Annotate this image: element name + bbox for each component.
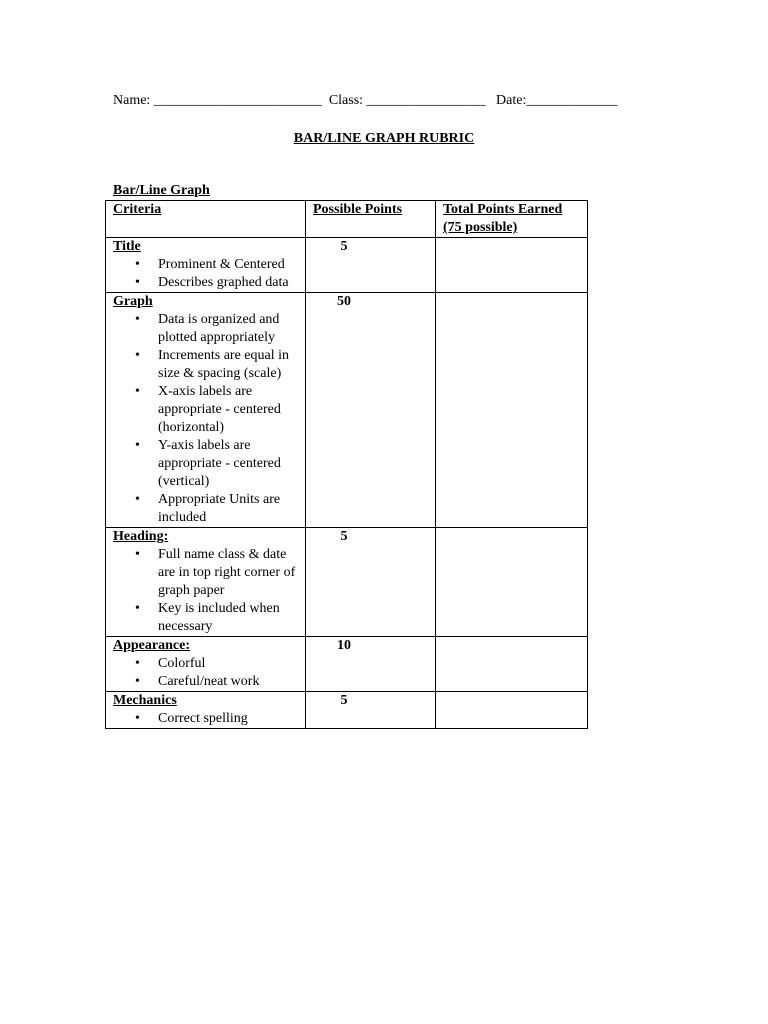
criteria-cell (106, 528, 306, 637)
table-caption: Bar/Line Graph (113, 183, 210, 198)
criteria-list (113, 256, 305, 292)
points-earned-cell[interactable] (436, 238, 588, 293)
criteria-title: Heading: (113, 529, 169, 544)
criteria-title: Appearance: (113, 638, 190, 653)
points-earned-cell[interactable] (436, 293, 588, 528)
points-earned-cell[interactable] (436, 528, 588, 637)
table-row (106, 238, 588, 293)
table-header-row (106, 201, 588, 238)
criteria-list (113, 655, 305, 691)
table-row (106, 528, 588, 637)
table-row (106, 293, 588, 528)
list-item: • Key is included when necessary (113, 600, 305, 636)
list-item: • X-axis labels are appropriate - centered (horizontal) (113, 383, 305, 437)
list-item: • Appropriate Units are included (113, 491, 305, 527)
list-item: • Increments are equal in size & spacing (scale) (113, 347, 305, 383)
criteria-list (113, 710, 305, 728)
student-info-line: Name: ________________________ Class: _________________ Date:_____________ (113, 93, 618, 108)
criteria-header: Criteria (106, 201, 306, 238)
list-item: • Prominent & Centered (113, 256, 305, 274)
table-row (106, 692, 588, 729)
list-item: • Y-axis labels are appropriate - centered (vertical) (113, 437, 305, 491)
criteria-title: Title (113, 239, 141, 254)
list-item: • Colorful (113, 655, 305, 673)
list-item: • Data is organized and plotted appropriately (113, 311, 305, 347)
criteria-cell (106, 293, 306, 528)
possible-points-cell: 5 (306, 528, 436, 637)
rubric-table (105, 200, 588, 729)
criteria-list (113, 311, 305, 527)
criteria-cell (106, 692, 306, 729)
points-earned-cell[interactable] (436, 692, 588, 729)
possible-points-cell: 5 (306, 238, 436, 293)
possible-points-cell: 50 (306, 293, 436, 528)
points-earned-header: Total Points Earned (75 possible) (436, 201, 588, 238)
possible-points-cell: 10 (306, 637, 436, 692)
criteria-title: Mechanics (113, 693, 177, 708)
criteria-list (113, 546, 305, 636)
criteria-cell (106, 238, 306, 293)
list-item: • Correct spelling (113, 710, 305, 728)
possible-points-cell: 5 (306, 692, 436, 729)
list-item: • Careful/neat work (113, 673, 305, 691)
page-title: BAR/LINE GRAPH RUBRIC (293, 131, 475, 146)
criteria-cell (106, 637, 306, 692)
table-row (106, 637, 588, 692)
points-earned-cell[interactable] (436, 637, 588, 692)
possible-points-header: Possible Points (306, 201, 436, 238)
list-item: • Full name class & date are in top right corner of graph paper (113, 546, 305, 600)
criteria-title: Graph (113, 294, 153, 309)
list-item: • Describes graphed data (113, 274, 305, 292)
